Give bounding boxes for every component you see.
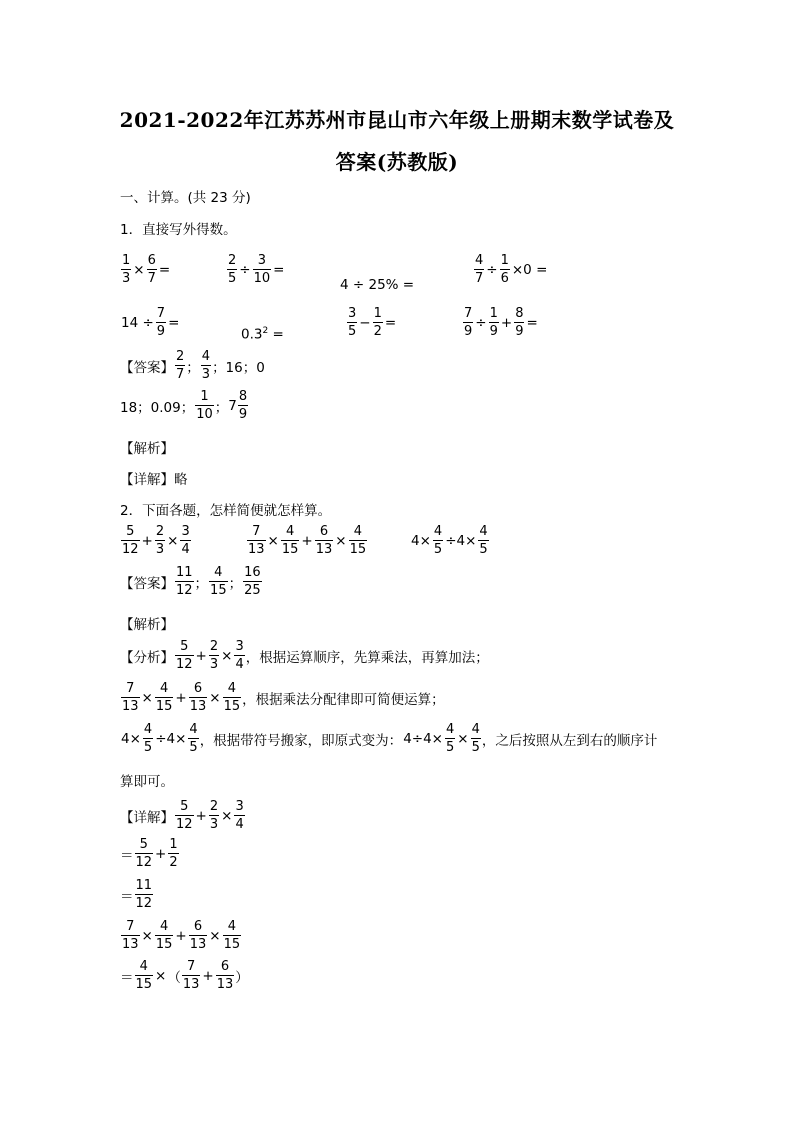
q2-expr-c: 4× $\frac{4}{5}$ ÷4× $\frac{4}{5}$ <box>411 524 488 557</box>
q2-analysis-3-cont: 算即可。 <box>120 774 174 790</box>
q1-expr-b: $\frac{2}{5}$ ÷ $\frac{3}{10}$ = <box>228 253 285 286</box>
q1-analysis-tag: 【解析】 <box>120 441 174 457</box>
q2-detail-4: $\frac{7}{13}$ × $\frac{4}{15}$ + $\frac{6}{13}$ × $\frac{4}{15}$ <box>122 919 241 952</box>
answer-tag: 【答案】 <box>120 359 174 376</box>
q1-expr-h: $\frac{7}{9}$ ÷ $\frac{1}{9}$ + $\frac{8}{9}$ = <box>464 306 538 339</box>
q2-analysis-1: 【分析】 $\frac{5}{12}$ + $\frac{2}{3}$ × $\frac{3}{4}$ ，根据运算顺序，先算乘法，再算加法； <box>120 639 489 672</box>
doc-title-line2: 答案(苏教版) <box>335 150 459 174</box>
q2-answer: 【答案】 $\frac{11}{12}$ ； $\frac{4}{15}$ ； $\frac{16}{25}$ <box>120 565 261 598</box>
q2-expr-a: $\frac{5}{12}$ + $\frac{2}{3}$ × $\frac{3}{4}$ <box>122 524 190 557</box>
question-1-label: 1．直接写外得数。 <box>120 222 237 238</box>
q1-expr-c: 4 ÷ 25% = <box>340 277 415 293</box>
question-2-label: 2．下面各题，怎样简便就怎样算。 <box>120 503 332 519</box>
q1-expr-e: 14 ÷ $\frac{7}{9}$ = <box>121 306 180 339</box>
q1-answer-row2: 18；0.09； $\frac{1}{10}$ ； 7 $\frac{8}{9}$ <box>120 389 248 422</box>
q2-detail-1: 【详解】 $\frac{5}{12}$ + $\frac{2}{3}$ × $\frac{3}{4}$ <box>120 799 244 832</box>
section-heading: 一、计算。(共 23 分) <box>120 190 251 206</box>
q2-analysis-tag: 【解析】 <box>120 617 174 633</box>
q2-expr-b: $\frac{7}{13}$ × $\frac{4}{15}$ + $\frac{6}{13}$ × $\frac{4}{15}$ <box>248 524 367 557</box>
q1-answer-row1: 【答案】 $\frac{2}{7}$ ； $\frac{4}{3}$ ；16；0 <box>120 349 265 382</box>
q2-detail-3: ＝ $\frac{11}{12}$ <box>120 878 153 911</box>
q1-expr-g: $\frac{3}{5}$ − $\frac{1}{2}$ = <box>348 306 397 339</box>
q1-expr-a: $\frac{1}{3}$ × $\frac{6}{7}$ = <box>122 253 171 286</box>
q2-detail-2: ＝ $\frac{5}{12}$ + $\frac{1}{2}$ <box>120 837 178 870</box>
q1-expr-f: $0.3^2$ = <box>241 326 284 343</box>
q1-expr-d: $\frac{4}{7}$ ÷ $\frac{1}{6}$ ×0 = <box>475 253 548 286</box>
q2-detail-5: ＝ $\frac{4}{15}$ × （ $\frac{7}{13}$ + $\frac{6}{13}$ ） <box>120 959 249 992</box>
doc-title-line1: 2021-2022年江苏苏州市昆山市六年级上册期末数学试卷及 <box>119 108 675 132</box>
q2-analysis-3: 4× $\frac{4}{5}$ ÷4× $\frac{4}{5}$ ，根据带符号搬家，即原式变为： 4÷4× $\frac{4}{5}$ × $\frac{4}{5}$ ，之后按照从左到右的顺序计 <box>121 722 658 755</box>
q2-analysis-2: $\frac{7}{13}$ × $\frac{4}{15}$ + $\frac{6}{13}$ × $\frac{4}{15}$ ，根据乘法分配律即可简便运算； <box>122 681 445 714</box>
q1-detail: 【详解】略 <box>120 472 188 488</box>
